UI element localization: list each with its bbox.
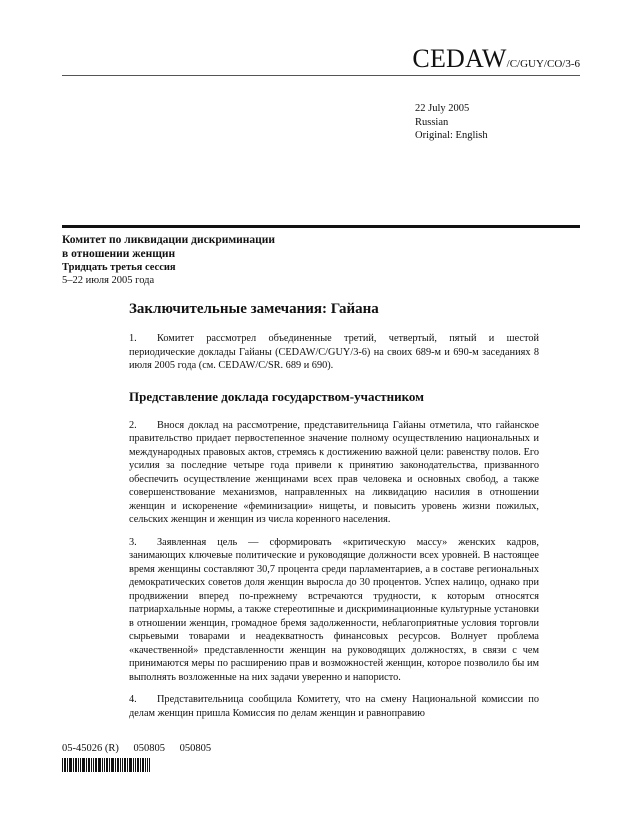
- date-code-2: 050805: [179, 743, 212, 754]
- section-heading: Представление доклада государством-участником: [129, 388, 425, 404]
- document-title: Заключительные замечания: Гайана: [129, 301, 379, 317]
- committee-name-line1: Комитет по ликвидации дискриминации: [62, 234, 276, 246]
- symbol-sub: /C/GUY/CO/3-6: [506, 58, 580, 70]
- paragraph-1: [129, 332, 539, 373]
- paragraph-4: [129, 693, 539, 720]
- footer-codes: [62, 743, 223, 754]
- document-symbol: [412, 44, 580, 74]
- session-dates: 5–22 июля 2005 года: [62, 275, 155, 286]
- document-language: Russian: [415, 116, 449, 128]
- barcode: [62, 758, 174, 772]
- paragraph-2: [129, 419, 539, 527]
- document-date: 22 July 2005: [415, 103, 470, 114]
- job-number: 05-45026 (R): [62, 743, 119, 754]
- paragraph-text: Комитет рассмотрел объединенные третий, четвертый, пятый и шестой периодические доклады Гайаны (CEDAW/C/GUY/3-6) на своих 689-м и 690-м заседаниях 8 июля 2005 года (см. CEDAW/C/SR. 689 и 690).: [129, 333, 539, 371]
- paragraph-text: Заявленная цель — сформировать «критическую массу» женских кадров, занимающих ключевые политические и руководящие должности всех уровней. В настоящее время женщины составляют 30,7 процента среди парламентариев, а в составе региональных демократических советов доля женщин выросла до 30 процентов. Успех налицо, однако при продвижении вперед по-прежнему встречаются трудности, к которым относятся патриархальные нормы, а также стереотипные и дискриминационные культурные установки в отношении женщин, громадное бремя задолженности, неблагоприятные условия торговли сырьевыми товарами и неадекватность финансовых ресурсов. Волнует проблема «качественной» представленности женщин на руководящих должностях, в связи с чем принимаются меры по расширению прав и возможностей женщин, которое позволило бы им выполнять возложенные на них задачи уверенно и напористо.: [129, 536, 539, 683]
- committee-rule: [62, 225, 580, 228]
- document-body: [129, 300, 539, 729]
- paragraph-3: [129, 536, 539, 685]
- symbol-main: CEDAW: [412, 44, 507, 73]
- paragraph-number: 4.: [129, 694, 137, 705]
- paragraph-number: 2.: [129, 419, 137, 431]
- committee-block: [62, 233, 275, 287]
- paragraph-number: 1.: [129, 333, 137, 344]
- paragraph-number: 3.: [129, 536, 137, 548]
- paragraph-text: Внося доклад на рассмотрение, представительница Гайаны отметила, что гайанское правительство придает первостепенное значение полному осуществлению национальных и международных правовых актов, стремясь к достижению важной цели: равенству полов. Его усилия за последние четыре года привели к принятию законодательства, призванного обеспечить осуществление женщинами всех прав человека и основных свобод, а также совершенствование механизмов, направленных на ликвидацию насилия в отношении женщин и искоренение «феминизации» нищеты, и повысить уровень жизни пожилых, сельских женщин и женщин из числа коренного населения.: [129, 419, 539, 525]
- date-code-1: 050805: [133, 743, 165, 754]
- paragraph-text: Представительница сообщила Комитету, что на смену Национальной комиссии по делам женщин пришла Комиссия по делам женщин и равноправию: [129, 694, 539, 719]
- header-rule: [62, 75, 580, 76]
- document-meta: [415, 102, 488, 143]
- committee-name-line2: в отношении женщин: [62, 248, 176, 260]
- original-language: Original: English: [415, 130, 488, 141]
- session-name: Тридцать третья сессия: [62, 262, 176, 273]
